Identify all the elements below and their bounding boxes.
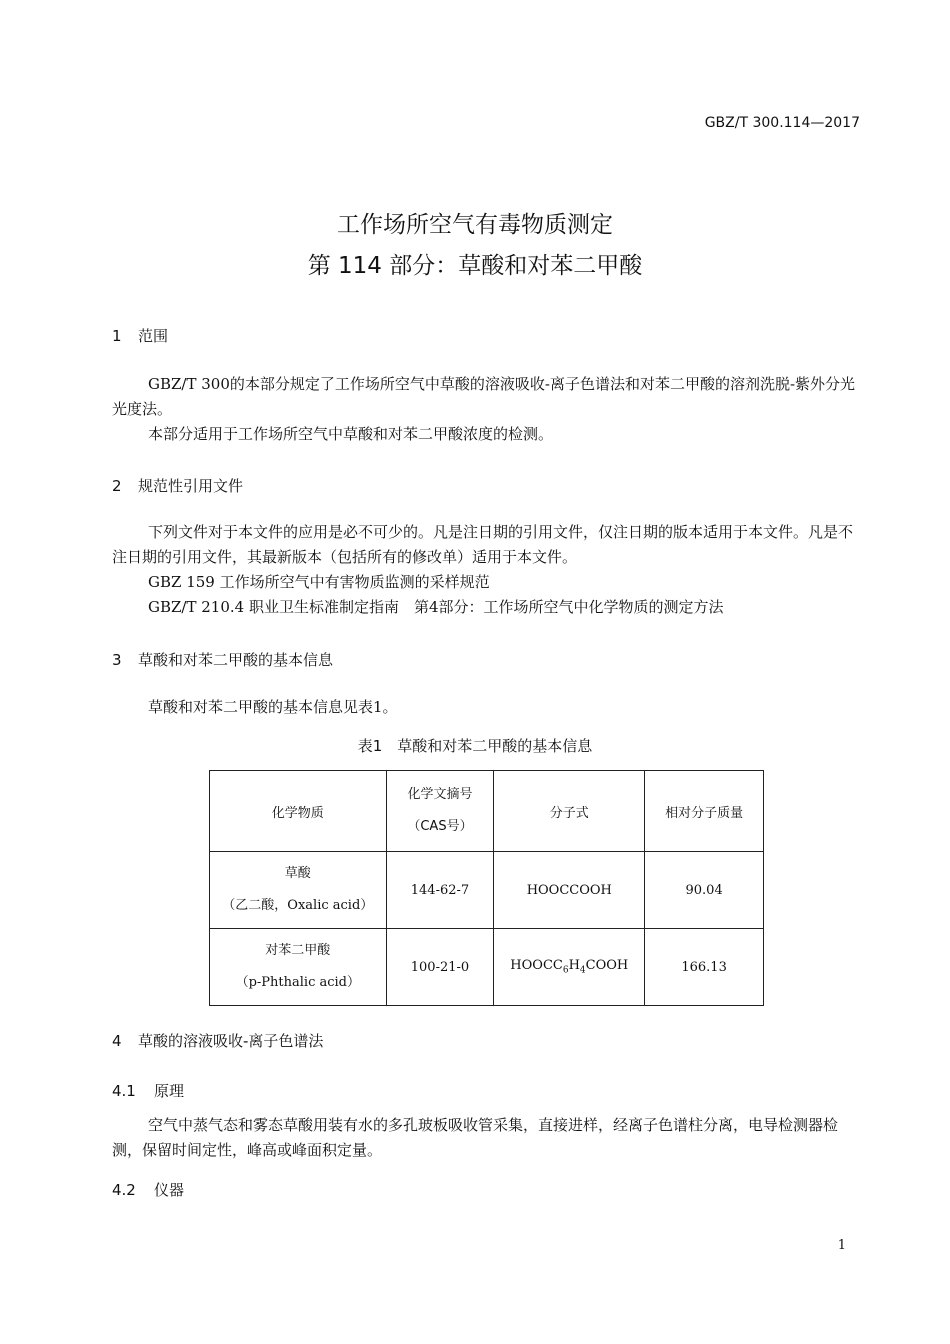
header-mw: 相对分子质量 xyxy=(645,771,764,852)
cell-cas: 100-21-0 xyxy=(386,929,494,1006)
section-title: 仪器 xyxy=(154,1181,185,1199)
section-4-1-heading xyxy=(112,1080,184,1101)
formula-part: H xyxy=(568,958,580,974)
table-row xyxy=(210,852,764,929)
header-formula: 分子式 xyxy=(494,771,645,852)
section-number: 4.1 xyxy=(112,1082,136,1100)
reference-2: GBZ/T 210.4 职业卫生标准制定指南 第4部分：工作场所空气中化学物质的测定方法 xyxy=(148,598,724,616)
section-4-heading xyxy=(112,1030,323,1051)
cell-formula xyxy=(494,929,645,1006)
section-1-paragraph-2: 本部分适用于工作场所空气中草酸和对苯二甲酸浓度的检测。 xyxy=(148,425,554,443)
section-number: 4.2 xyxy=(112,1181,136,1199)
section-number: 3 xyxy=(112,651,122,669)
standard-code: GBZ/T 300.114—2017 xyxy=(704,115,860,131)
formula-part: COOH xyxy=(585,958,629,974)
doc-title-line1: 工作场所空气有毒物质测定 xyxy=(337,212,613,238)
formula-part: HOOCC xyxy=(510,958,563,974)
header-substance: 化学物质 xyxy=(210,771,387,852)
cell-mw: 166.13 xyxy=(645,929,764,1006)
formula-subscript: 4 xyxy=(579,965,586,976)
basic-info-table xyxy=(209,770,764,1006)
section-4-2-heading xyxy=(112,1179,184,1200)
section-number: 2 xyxy=(112,477,122,495)
cell-cas: 144-62-7 xyxy=(386,852,494,929)
table-caption: 表1 草酸和对苯二甲酸的基本信息 xyxy=(357,737,593,755)
cell-formula: HOOCCOOH xyxy=(494,852,645,929)
section-2-paragraph-1: 下列文件对于本文件的应用是必不可少的。凡是注日期的引用文件，仅注日期的版本适用于本文件。凡是不注日期的引用文件，其最新版本（包括所有的修改单）适用于本文件。 xyxy=(112,523,854,566)
section-4-1-paragraph: 空气中蒸气态和雾态草酸用装有水的多孔玻板吸收管采集，直接进样，经离子色谱柱分离，电导检测器检测，保留时间定性，峰高或峰面积定量。 xyxy=(112,1116,839,1159)
header-cas-line1: 化学文摘号 xyxy=(407,787,473,802)
table-row xyxy=(210,929,764,1006)
section-number: 1 xyxy=(112,327,122,345)
formula-subscript: 6 xyxy=(562,965,569,976)
section-number: 4 xyxy=(112,1032,122,1050)
cell-substance xyxy=(210,929,387,1006)
section-1-paragraph-1: GBZ/T 300的本部分规定了工作场所空气中草酸的溶液吸收-离子色谱法和对苯二甲酸的溶剂洗脱-紫外分光光度法。 xyxy=(112,375,856,418)
page-number: 1 xyxy=(837,1238,846,1253)
section-title: 范围 xyxy=(138,327,169,345)
doc-title-line2: 第 114 部分：草酸和对苯二甲酸 xyxy=(307,253,643,279)
substance-alias: （p-Phthalic acid） xyxy=(235,975,360,990)
section-3-paragraph-1: 草酸和对苯二甲酸的基本信息见表1。 xyxy=(148,698,398,716)
header-cas-line2: （CAS号） xyxy=(407,819,473,834)
section-1-heading xyxy=(112,325,168,346)
substance-name: 对苯二甲酸 xyxy=(265,943,331,958)
cell-substance xyxy=(210,852,387,929)
substance-name: 草酸 xyxy=(284,866,311,881)
section-title: 原理 xyxy=(154,1082,185,1100)
section-3-heading xyxy=(112,649,333,670)
section-2-heading xyxy=(112,475,243,496)
section-title: 草酸和对苯二甲酸的基本信息 xyxy=(138,651,334,669)
substance-alias: （乙二酸，Oxalic acid） xyxy=(222,898,374,913)
reference-1: GBZ 159 工作场所空气中有害物质监测的采样规范 xyxy=(148,573,490,591)
section-title: 规范性引用文件 xyxy=(138,477,244,495)
cell-mw: 90.04 xyxy=(645,852,764,929)
table-header-row xyxy=(210,771,764,852)
section-title: 草酸的溶液吸收-离子色谱法 xyxy=(138,1032,324,1050)
header-cas xyxy=(386,771,494,852)
